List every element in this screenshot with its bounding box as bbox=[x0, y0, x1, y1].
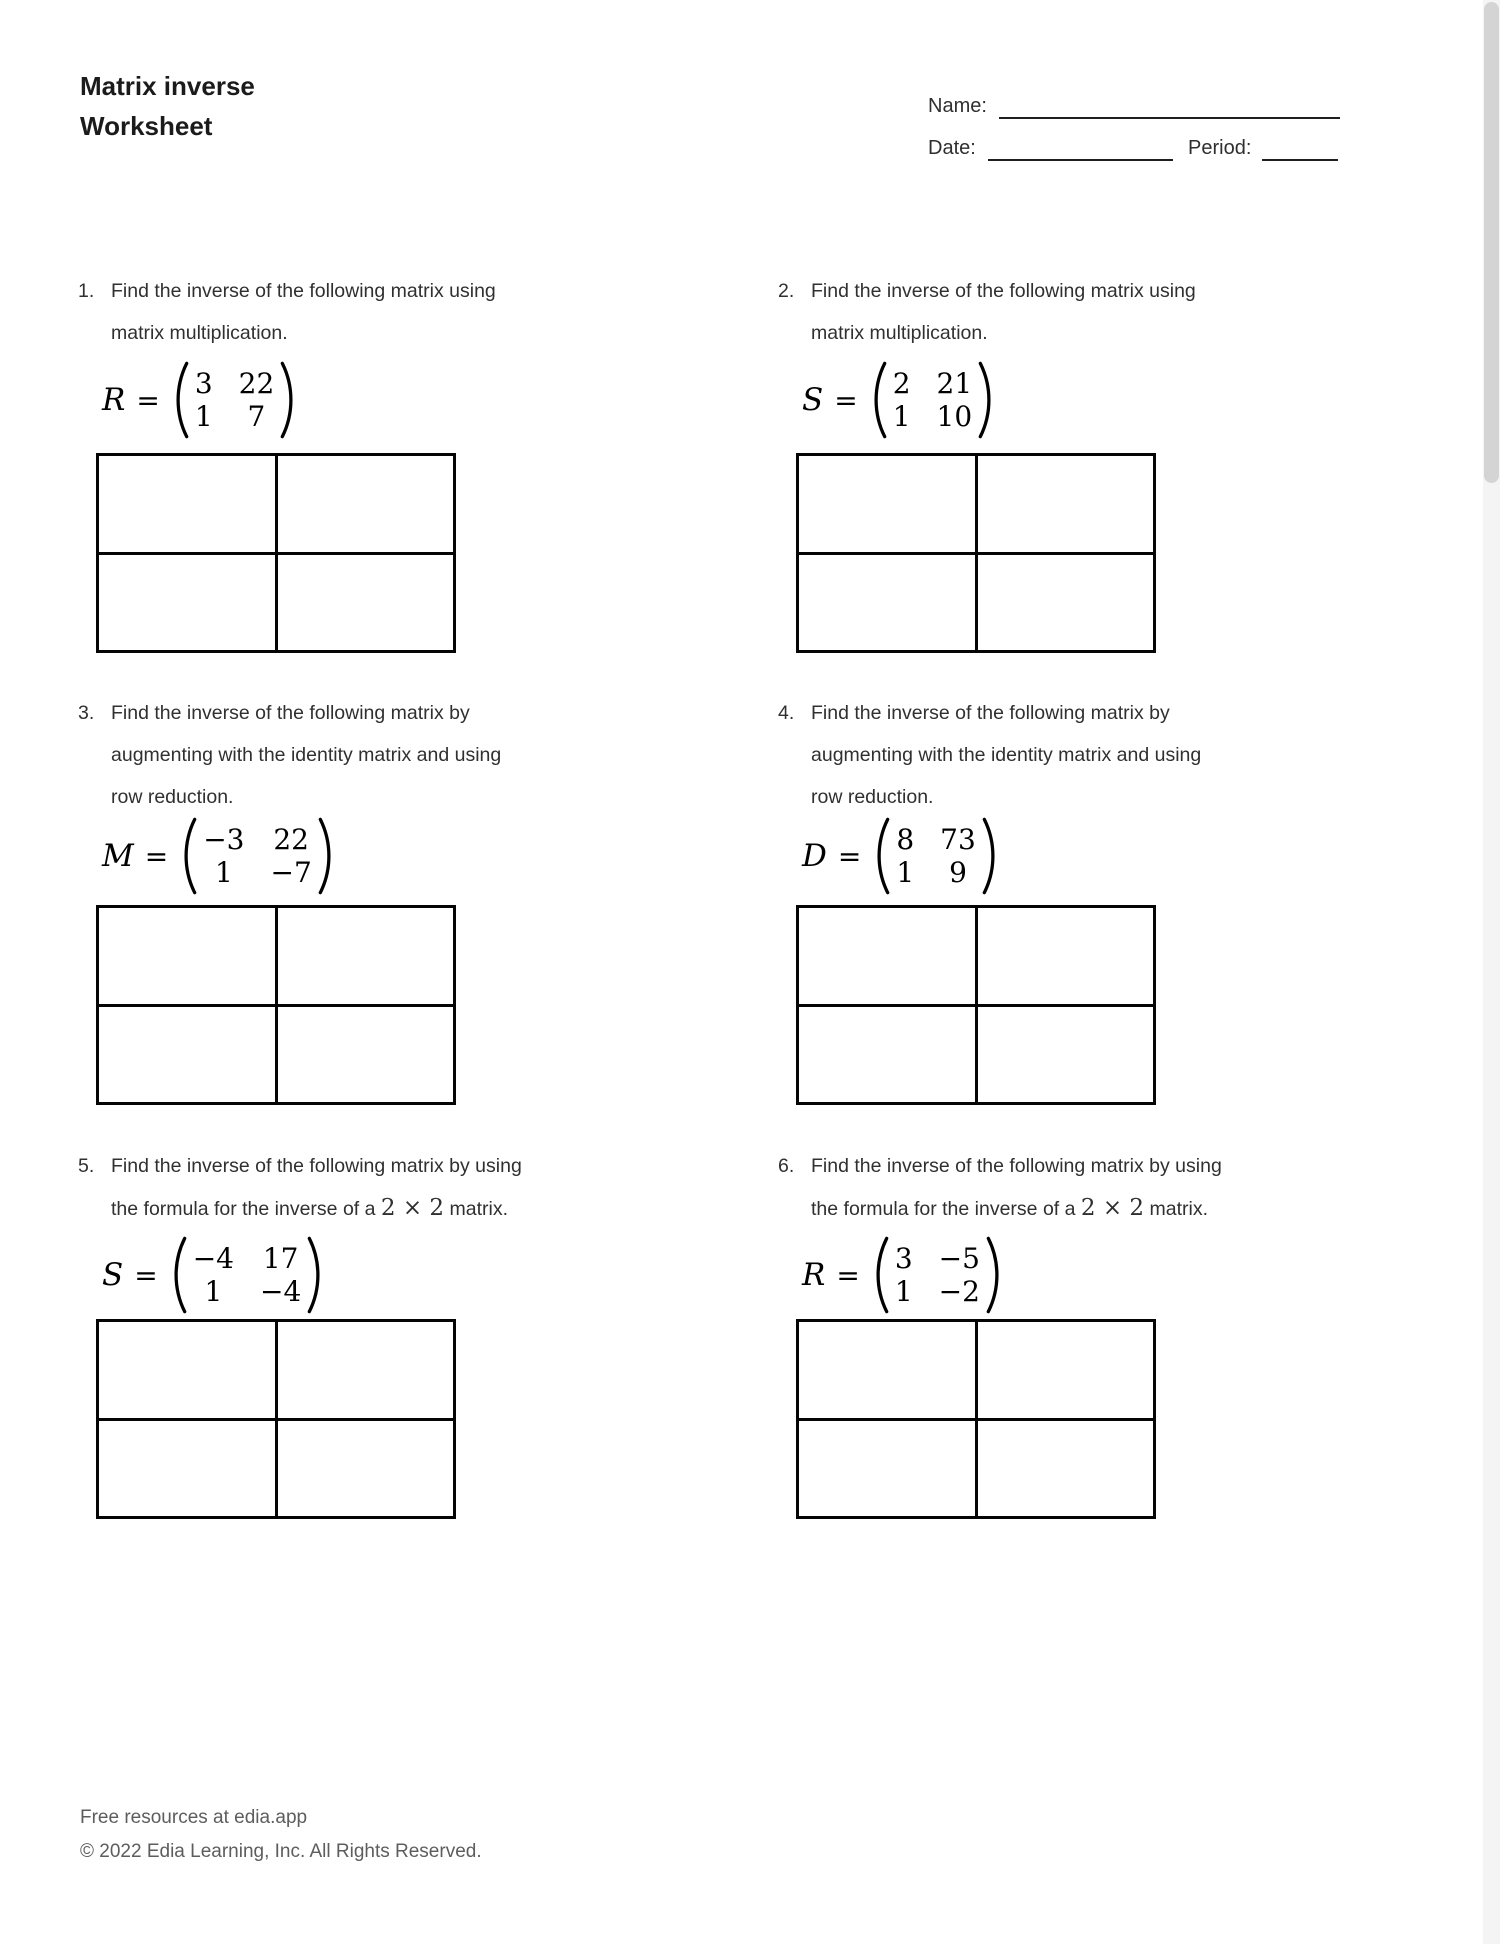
left-paren-icon bbox=[872, 361, 888, 439]
answer-cell bbox=[278, 456, 454, 552]
date-label: Date: bbox=[928, 137, 976, 159]
matrix-cell: −4 bbox=[260, 1275, 302, 1308]
matrix-cell: 1 bbox=[204, 1275, 223, 1308]
answer-cell bbox=[99, 555, 275, 651]
answer-cell bbox=[799, 1007, 975, 1103]
question-line: Find the inverse of the following matrix using bbox=[811, 280, 1196, 302]
answer-cell bbox=[278, 1007, 454, 1103]
problem-4 bbox=[778, 692, 1398, 889]
matrix-cell: 73 bbox=[940, 823, 976, 856]
answer-cell bbox=[799, 1421, 975, 1517]
matrix-expression bbox=[802, 358, 993, 442]
matrix-cell: 2 bbox=[892, 367, 911, 400]
scrollbar-thumb[interactable] bbox=[1484, 2, 1499, 483]
problem-number: 4. bbox=[778, 702, 795, 724]
answer-cell bbox=[278, 1421, 454, 1517]
matrix-cell: 8 bbox=[896, 823, 915, 856]
question-text bbox=[778, 1145, 1398, 1230]
problem-6 bbox=[778, 1145, 1398, 1308]
problem-number: 6. bbox=[778, 1155, 795, 1177]
answer-grid bbox=[96, 905, 456, 1105]
answer-cell bbox=[799, 555, 975, 651]
question-line-part: matrix. bbox=[444, 1198, 508, 1220]
question-line: Find the inverse of the following matrix by bbox=[811, 702, 1170, 724]
left-paren-icon bbox=[874, 1236, 890, 1314]
question-line: matrix multiplication. bbox=[111, 322, 288, 344]
answer-grid bbox=[796, 905, 1156, 1105]
problem-1 bbox=[78, 270, 698, 433]
matrix-cell: 17 bbox=[262, 1242, 299, 1275]
answer-cell bbox=[978, 908, 1154, 1004]
matrix-cell: 9 bbox=[949, 856, 967, 889]
problem-number: 5. bbox=[78, 1155, 95, 1177]
answer-cell bbox=[99, 1007, 275, 1103]
question-line: augmenting with the identity matrix and using bbox=[111, 744, 502, 766]
question-line: Find the inverse of the following matrix using bbox=[111, 280, 496, 302]
page-title bbox=[80, 66, 255, 146]
problem-number: 3. bbox=[78, 702, 95, 724]
matrix-cell: 1 bbox=[194, 400, 213, 433]
matrix-cell: −7 bbox=[270, 856, 312, 889]
matrix-label: R bbox=[102, 382, 126, 418]
matrix-expression bbox=[102, 358, 295, 442]
question-line bbox=[111, 1187, 698, 1230]
equals-sign: = bbox=[134, 1258, 158, 1292]
question-line: Find the inverse of the following matrix by using bbox=[811, 1155, 1222, 1177]
answer-grid bbox=[796, 1319, 1156, 1519]
right-paren-icon bbox=[317, 817, 333, 895]
matrix-cell: −2 bbox=[938, 1275, 980, 1308]
answer-cell bbox=[978, 1421, 1154, 1517]
matrix-cell: −3 bbox=[203, 823, 245, 856]
matrix-cell: 1 bbox=[894, 1275, 913, 1308]
question-line: row reduction. bbox=[111, 786, 234, 808]
question-line: Find the inverse of the following matrix by bbox=[111, 702, 470, 724]
answer-cell bbox=[799, 908, 975, 1004]
period-label: Period: bbox=[1188, 137, 1252, 159]
question-line-part: the formula for the inverse of a bbox=[811, 1198, 1081, 1220]
problem-3 bbox=[78, 692, 698, 889]
matrix-label: S bbox=[102, 1257, 124, 1293]
question-line: Find the inverse of the following matrix by using bbox=[111, 1155, 522, 1177]
left-paren-icon bbox=[875, 817, 891, 895]
matrix-cell: 10 bbox=[936, 400, 973, 433]
answer-cell bbox=[99, 1322, 275, 1418]
matrix-label: M bbox=[102, 838, 134, 874]
right-paren-icon bbox=[981, 817, 997, 895]
answer-cell bbox=[978, 1322, 1154, 1418]
answer-grid bbox=[96, 1319, 456, 1519]
answer-cell bbox=[99, 908, 275, 1004]
right-paren-icon bbox=[977, 361, 993, 439]
matrix-expression bbox=[102, 814, 333, 898]
matrix-cell: 1 bbox=[892, 400, 911, 433]
answer-cell bbox=[278, 555, 454, 651]
question-line-part: the formula for the inverse of a bbox=[111, 1198, 381, 1220]
matrix-cell: −5 bbox=[938, 1242, 980, 1275]
answer-grid bbox=[96, 453, 456, 653]
inline-math: 2 × 2 bbox=[1080, 1195, 1145, 1221]
equals-sign: = bbox=[836, 1258, 860, 1292]
left-paren-icon bbox=[172, 1236, 188, 1314]
left-paren-icon bbox=[182, 817, 198, 895]
problem-number: 1. bbox=[78, 280, 95, 302]
matrix-cell: 22 bbox=[238, 367, 275, 400]
equals-sign: = bbox=[837, 839, 862, 873]
answer-cell bbox=[978, 456, 1154, 552]
question-text bbox=[778, 692, 1398, 818]
matrix-cell: 3 bbox=[894, 1242, 913, 1275]
question-line: row reduction. bbox=[811, 786, 934, 808]
answer-cell bbox=[799, 1322, 975, 1418]
equals-sign: = bbox=[136, 383, 160, 417]
answer-cell bbox=[978, 1007, 1154, 1103]
footer-resources: Free resources at edia.app bbox=[80, 1807, 308, 1828]
equals-sign: = bbox=[144, 839, 169, 873]
matrix-cell: 21 bbox=[936, 367, 973, 400]
footer-copyright: © 2022 Edia Learning, Inc. All Rights Reserved. bbox=[80, 1841, 482, 1862]
page-footer bbox=[80, 1801, 482, 1869]
question-line: augmenting with the identity matrix and using bbox=[811, 744, 1202, 766]
question-line bbox=[811, 1187, 1398, 1230]
period-line bbox=[1262, 139, 1338, 161]
matrix-label: D bbox=[802, 838, 827, 874]
equals-sign: = bbox=[834, 383, 858, 417]
right-paren-icon bbox=[306, 1236, 322, 1314]
problem-2 bbox=[778, 270, 1398, 433]
worksheet-subtitle: Worksheet bbox=[80, 111, 213, 141]
answer-cell bbox=[278, 908, 454, 1004]
matrix-cell: 22 bbox=[273, 823, 309, 856]
answer-cell bbox=[799, 456, 975, 552]
matrix-label: R bbox=[802, 1257, 826, 1293]
question-text bbox=[778, 270, 1398, 354]
name-label: Name: bbox=[928, 95, 987, 117]
name-line bbox=[999, 97, 1340, 119]
matrix-expression bbox=[102, 1233, 322, 1317]
right-paren-icon bbox=[279, 361, 295, 439]
question-text bbox=[78, 692, 698, 818]
inline-math: 2 × 2 bbox=[380, 1195, 445, 1221]
question-line: matrix multiplication. bbox=[811, 322, 988, 344]
matrix-expression bbox=[802, 1233, 1001, 1317]
right-paren-icon bbox=[985, 1236, 1001, 1314]
answer-cell bbox=[99, 456, 275, 552]
matrix-cell: −4 bbox=[192, 1242, 234, 1275]
matrix-cell: 1 bbox=[896, 856, 915, 889]
answer-cell bbox=[99, 1421, 275, 1517]
matrix-cell: 7 bbox=[247, 400, 266, 433]
left-paren-icon bbox=[174, 361, 190, 439]
date-line bbox=[988, 139, 1173, 161]
matrix-cell: 1 bbox=[214, 856, 233, 889]
matrix-cell: 3 bbox=[194, 367, 213, 400]
matrix-expression bbox=[802, 814, 997, 898]
worksheet-title: Matrix inverse bbox=[80, 71, 255, 101]
scrollbar-track[interactable] bbox=[1483, 0, 1500, 1944]
answer-cell bbox=[978, 555, 1154, 651]
matrix-label: S bbox=[802, 382, 824, 418]
problem-5 bbox=[78, 1145, 698, 1308]
question-line-part: matrix. bbox=[1144, 1198, 1208, 1220]
answer-cell bbox=[278, 1322, 454, 1418]
question-text bbox=[78, 270, 698, 354]
problem-number: 2. bbox=[778, 280, 795, 302]
answer-grid bbox=[796, 453, 1156, 653]
question-text bbox=[78, 1145, 698, 1230]
